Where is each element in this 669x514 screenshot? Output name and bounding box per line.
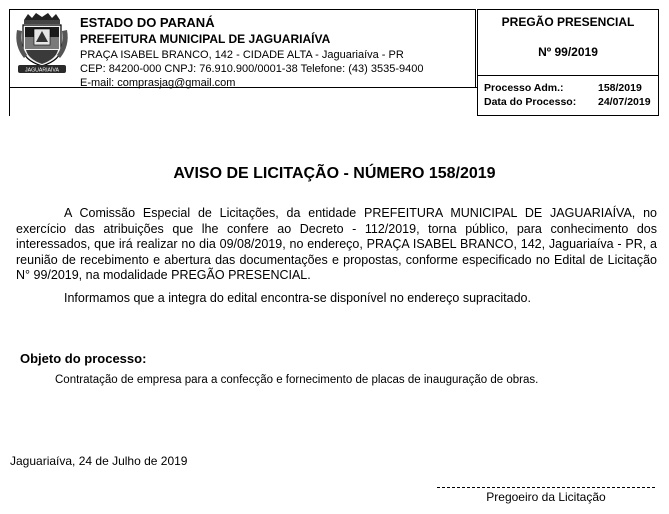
signature-label: Pregoeiro da Licitação — [486, 490, 606, 504]
paragraph-edital-text: Informamos que a integra do edital encontra-se disponível no endereço supracitado. — [64, 291, 531, 305]
coat-of-arms-icon — [14, 12, 70, 76]
data-processo-label: Data do Processo: — [484, 96, 577, 108]
date-line: Jaguariaíva, 24 de Julho de 2019 — [10, 454, 188, 468]
email: E-mail: comprasjag@gmail.com — [80, 77, 236, 89]
objeto-heading: Objeto do processo: — [20, 351, 147, 366]
page-title: AVISO DE LICITAÇÃO - NÚMERO 158/2019 — [173, 165, 496, 182]
objeto-text: Contratação de empresa para a confecção e fornecimento de placas de inauguração de obras. — [55, 374, 539, 386]
header-left-edge — [9, 87, 10, 116]
logo-text: JAGUARIAÍVA — [25, 67, 59, 74]
contact-info: CEP: 84200-000 CNPJ: 76.910.900/0001-38 Telefone: (43) 3535-9400 — [80, 63, 424, 75]
signature-line — [437, 487, 655, 488]
state-name: ESTADO DO PARANÁ — [80, 15, 215, 30]
modalidade: PREGÃO PRESENCIAL — [501, 15, 635, 29]
processo-value: 158/2019 — [598, 82, 642, 94]
header-divider — [9, 87, 478, 88]
address: PRAÇA ISABEL BRANCO, 142 - CIDADE ALTA - Jaguariaíva - PR — [80, 49, 404, 61]
paragraph-main — [16, 206, 657, 284]
paragraph-main-text: A Comissão Especial de Licitações, da entidade PREFEITURA MUNICIPAL DE JAGUARIAÍVA, no exercício das atribuições que lhe confere ao Decreto - 112/2019, torna público, para conhecimento dos interessados, que irá realizar no dia 09/08/2019, no endereço, PRAÇA ISABEL BRANCO, 142, Jaguariaíva - PR, a reunião de recebimento e abertura das documentações e propostas, conforme especificado no Edital de Licitação N° 99/2019, na modalidade PREGÃO PRESENCIAL. — [16, 206, 657, 282]
prefeitura-name: PREFEITURA MUNICIPAL DE JAGUARIAÍVA — [80, 32, 331, 46]
processo-label: Processo Adm.: — [484, 82, 564, 94]
data-processo-value: 24/07/2019 — [598, 96, 651, 108]
paragraph-edital — [16, 291, 657, 307]
process-box-divider — [478, 75, 658, 76]
pregao-numero: Nº 99/2019 — [538, 45, 598, 59]
